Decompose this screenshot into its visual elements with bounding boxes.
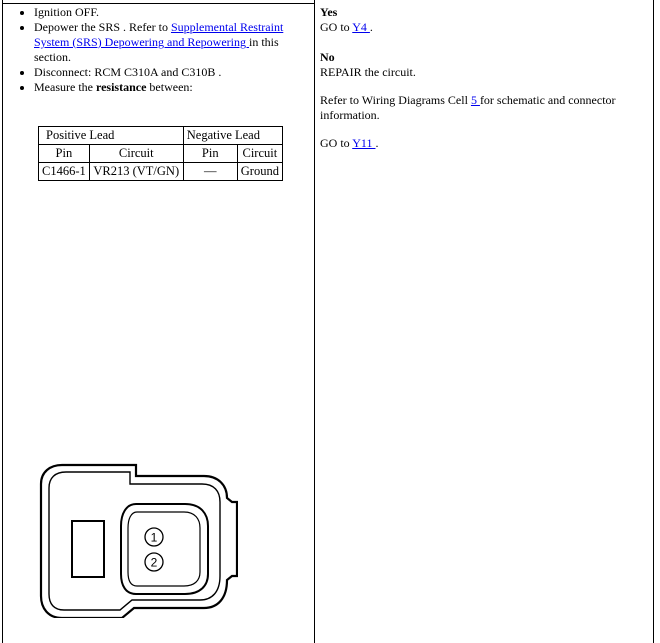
pos-circuit-cell: VR213 (VT/GN) bbox=[89, 163, 183, 181]
connector-pin-cavity-inner bbox=[128, 512, 200, 586]
goto-y11-link[interactable]: Y11 bbox=[352, 136, 376, 150]
procedure-steps bbox=[4, 5, 309, 95]
neg-pin-cell: — bbox=[183, 163, 237, 181]
no-result bbox=[320, 50, 416, 80]
yes-goto: GO to Y4 . bbox=[320, 20, 373, 34]
no-repair-text: REPAIR the circuit. bbox=[320, 65, 416, 79]
goto-y11: GO to Y11 . bbox=[320, 136, 379, 150]
no-label: No bbox=[320, 50, 335, 64]
yes-label: Yes bbox=[320, 5, 338, 19]
connector-pin-cavity-outline bbox=[121, 504, 208, 594]
neg-pin-header: Pin bbox=[183, 145, 237, 163]
srs-depowering-link[interactable]: Supplemental Restraint System (SRS) Depowering and Repowering bbox=[34, 20, 284, 49]
negative-lead-header: Negative Lead bbox=[183, 127, 282, 145]
pos-pin-header: Pin bbox=[39, 145, 90, 163]
table-row bbox=[39, 163, 283, 181]
neg-circuit-header: Circuit bbox=[237, 145, 282, 163]
step-disconnect: • Disconnect: RCM C310A and C310B . bbox=[34, 65, 309, 80]
step-ignition-off: • Ignition OFF. bbox=[34, 5, 309, 20]
neg-circuit-cell: Ground bbox=[237, 163, 282, 181]
pin-2-label: 2 bbox=[150, 555, 158, 570]
resistance-measurement-table bbox=[38, 126, 283, 181]
wiring-cell-5-link[interactable]: 5 bbox=[470, 93, 480, 107]
connector-inner-outline bbox=[49, 472, 220, 610]
goto-y4-link[interactable]: Y4 bbox=[352, 20, 370, 34]
connector-latch-slot bbox=[72, 521, 104, 577]
positive-lead-header: Positive Lead bbox=[39, 127, 184, 145]
yes-result bbox=[320, 5, 373, 35]
refer-wiring-text: Refer to Wiring Diagrams Cell 5 for schematic and connector information. bbox=[320, 93, 616, 122]
connector-face-diagram bbox=[38, 458, 238, 618]
step-depower-srs: • Depower the SRS . Refer to Supplemental Restraint System (SRS) Depowering and Repowering in this section. bbox=[34, 20, 309, 65]
pin-1-label: 1 bbox=[150, 530, 158, 545]
pos-circuit-header: Circuit bbox=[89, 145, 183, 163]
step-measure-resistance: • Measure the resistance between: bbox=[34, 80, 309, 95]
pos-pin-cell: C1466-1 bbox=[39, 163, 90, 181]
top-rule bbox=[2, 3, 315, 4]
